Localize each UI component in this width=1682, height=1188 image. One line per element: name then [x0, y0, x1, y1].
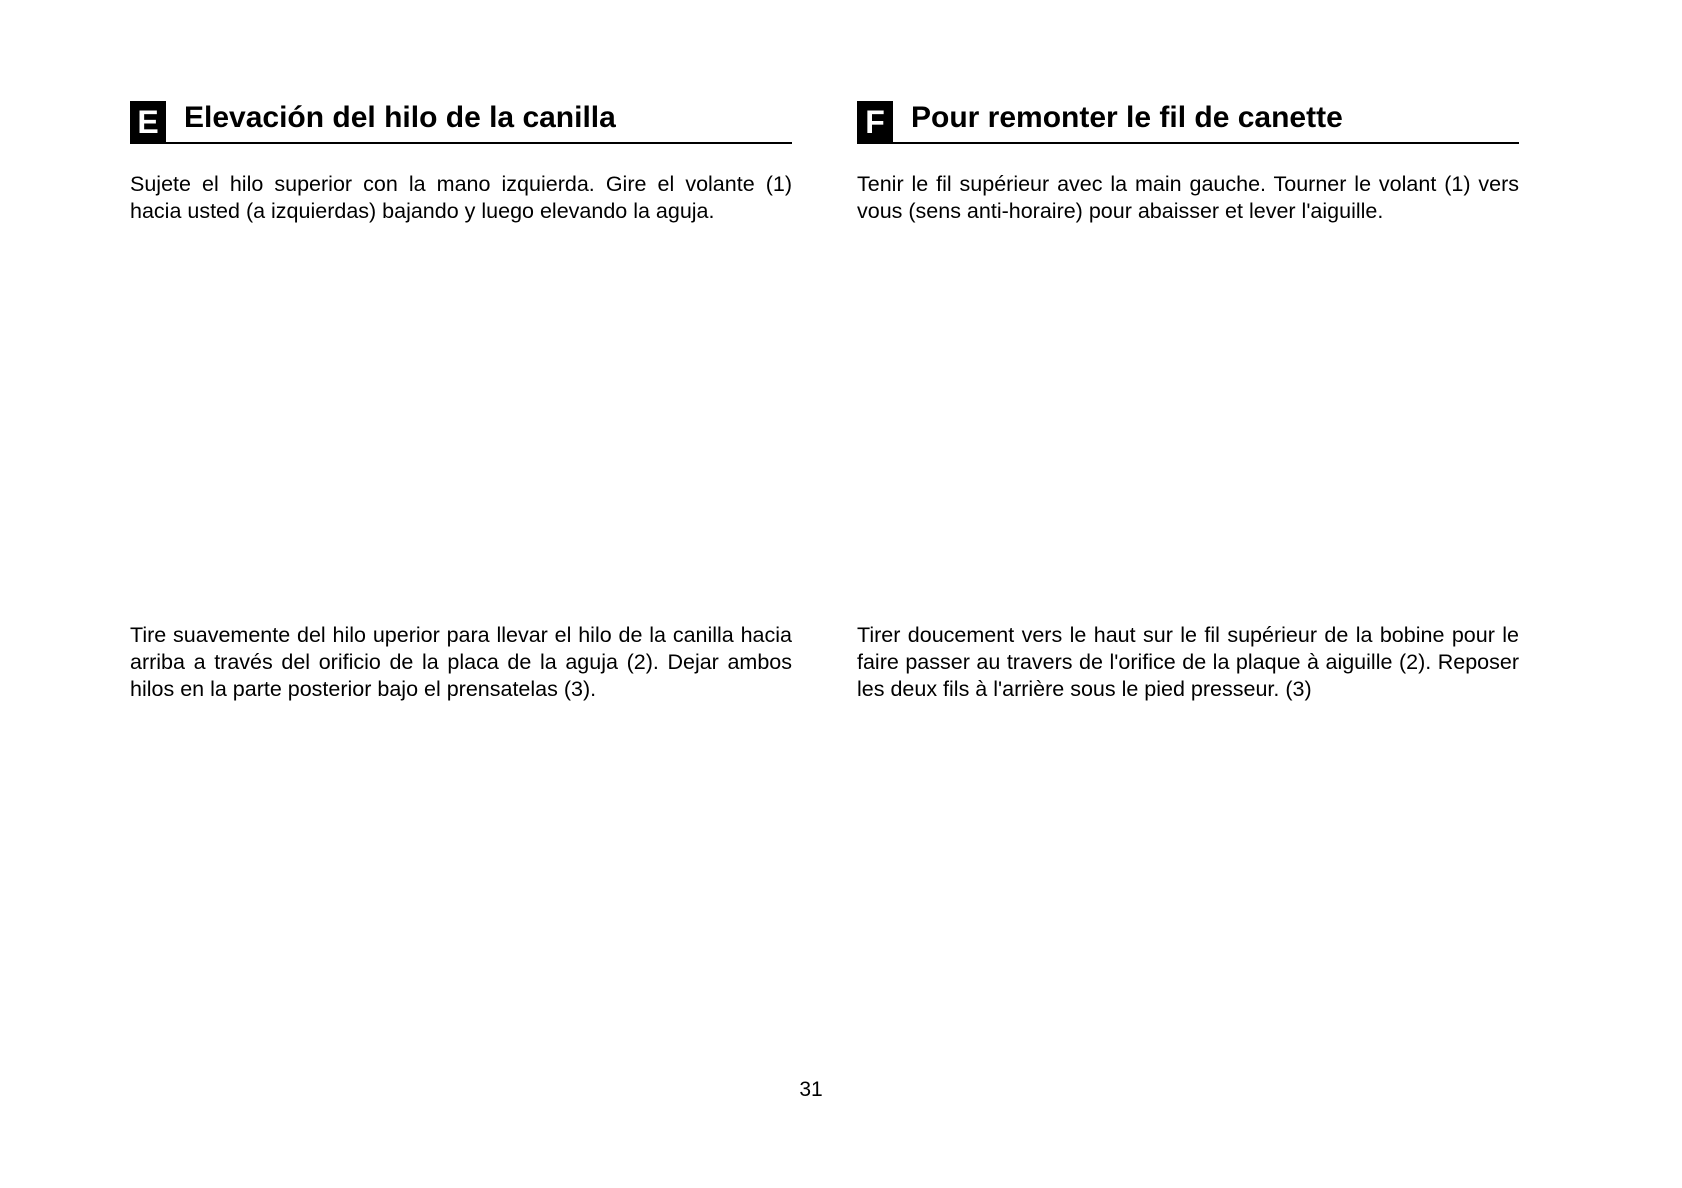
- page-number: 31: [799, 1078, 823, 1101]
- section-f-title: Pour remonter le fil de canette: [911, 101, 1343, 134]
- section-f-letter-badge: F: [857, 101, 893, 143]
- section-f-paragraph-2: Tirer doucement vers le haut sur le fil supérieur de la bobine pour le faire passer au travers de l'orifice de la plaque à aiguille (2). Reposer les deux fils à l'arrière sous le pied presseur. (3): [857, 623, 1519, 701]
- section-e-paragraph-2: Tire suavemente del hilo uperior para llevar el hilo de la canilla hacia arriba a través del orificio de la placa de la aguja (2). Dejar ambos hilos en la parte posterior bajo el prensatelas (3).: [130, 623, 792, 701]
- section-f-paragraph-1: Tenir le fil supérieur avec la main gauche. Tourner le volant (1) vers vous (sens anti-horaire) pour abaisser et lever l'aiguille.: [857, 172, 1519, 223]
- section-f-header: [857, 100, 1519, 144]
- section-f: [857, 100, 1519, 701]
- section-e-header: [130, 100, 792, 144]
- section-e-letter-badge: E: [130, 101, 166, 143]
- section-e-title: Elevación del hilo de la canilla: [184, 101, 616, 134]
- section-e-paragraph-1: Sujete el hilo superior con la mano izquierda. Gire el volante (1) hacia usted (a izquierdas) bajando y luego elevando la aguja.: [130, 172, 792, 223]
- section-e: [130, 100, 792, 701]
